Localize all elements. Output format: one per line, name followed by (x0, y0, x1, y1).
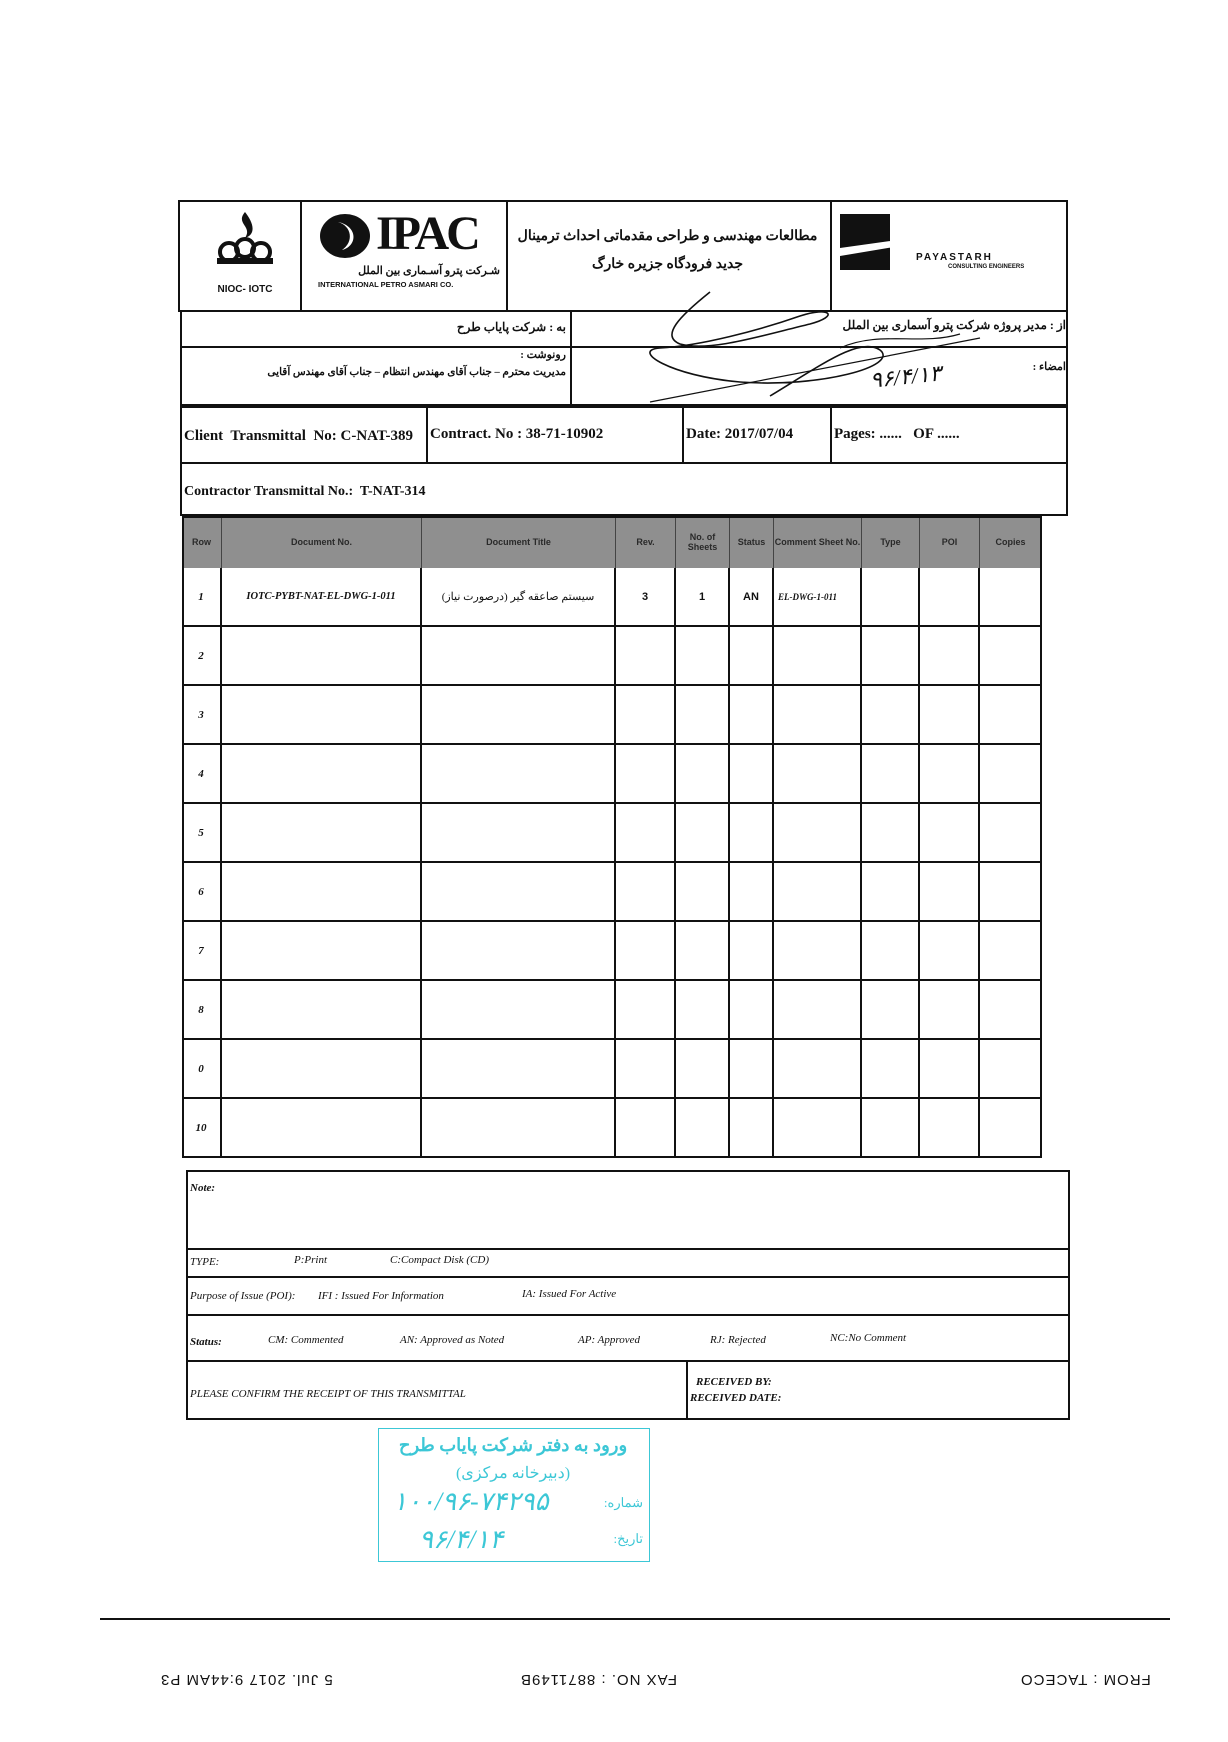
poi-label: Purpose of Issue (POI): (190, 1290, 296, 1302)
table-row (182, 981, 1042, 1040)
cell-row: 3 (182, 686, 222, 743)
status-an: AN: Approved as Noted (400, 1334, 505, 1346)
type-label: TYPE: (190, 1256, 220, 1268)
stamp-number-value: ۱۰۰/۹۶-۷۴۲۹۵ (393, 1487, 549, 1516)
cell-comment: EL-DWG-1-011 (774, 568, 862, 625)
table-row (182, 745, 1042, 804)
cell-copies (980, 627, 1042, 684)
cell-type (862, 686, 920, 743)
cell-row: 2 (182, 627, 222, 684)
cell-sheets (676, 686, 730, 743)
received-by: RECEIVED BY: (696, 1376, 772, 1388)
type-print: P:Print (294, 1254, 327, 1266)
cell-title (422, 1099, 616, 1156)
column-header-status: Status (730, 516, 774, 568)
cell-status (730, 686, 774, 743)
cell-title: سیستم صاعقه گیر (درصورت نیاز) (422, 568, 616, 625)
stamp-line2: (دبیرخانه مرکزی) (455, 1465, 571, 1482)
fax-from: FROM : TACECO (1020, 1671, 1151, 1688)
cell-doc-no (222, 863, 422, 920)
cell-copies (980, 686, 1042, 743)
cell-status (730, 922, 774, 979)
cell-poi (920, 627, 980, 684)
payastarh-sub: CONSULTING ENGINEERS (948, 264, 1025, 270)
cell-sheets (676, 745, 730, 802)
table-row (182, 804, 1042, 863)
ipac-drop-icon (318, 212, 372, 260)
cc-label: رونوشت : (520, 349, 566, 361)
cell-poi (920, 863, 980, 920)
cell-poi (920, 568, 980, 625)
table-row (182, 863, 1042, 922)
cell-doc-no (222, 1040, 422, 1097)
ipac-name-en: INTERNATIONAL PETRO ASMARI CO. (318, 280, 454, 289)
cell-type (862, 804, 920, 861)
cell-doc-no (222, 745, 422, 802)
cell-row: 8 (182, 981, 222, 1038)
cell-copies (980, 804, 1042, 861)
cell-doc-no (222, 922, 422, 979)
pages-count: Pages: ...... OF ...... (834, 426, 960, 442)
documents-table (182, 516, 1068, 1160)
cc-text: مدیریت محترم – جناب آقای مهندس انتظام – جناب آقای مهندس آقایی (267, 367, 566, 378)
cell-title (422, 627, 616, 684)
fax-number: FAX NO. : 8871149B (520, 1671, 677, 1688)
cell-rev (616, 981, 676, 1038)
cell-sheets (676, 1040, 730, 1097)
cell-doc-no (222, 1099, 422, 1156)
cell-rev: 3 (616, 568, 676, 625)
cell-title (422, 981, 616, 1038)
cell-type (862, 922, 920, 979)
cell-status (730, 863, 774, 920)
cell-comment (774, 922, 862, 979)
status-label: Status: (190, 1336, 222, 1348)
receipt-stamp (378, 1428, 650, 1562)
cell-sheets: 1 (676, 568, 730, 625)
received-date: RECEIVED DATE: (690, 1392, 782, 1404)
cell-title (422, 745, 616, 802)
confirm-receipt: PLEASE CONFIRM THE RECEIPT OF THIS TRANSMITTAL (190, 1388, 466, 1400)
cell-row: 7 (182, 922, 222, 979)
cell-rev (616, 922, 676, 979)
table-row (182, 568, 1042, 627)
cell-poi (920, 686, 980, 743)
nioc-logo-label: NIOC- IOTC (217, 284, 273, 295)
cell-type (862, 863, 920, 920)
cell-comment (774, 1040, 862, 1097)
cell-type (862, 568, 920, 625)
ipac-name-fa: شـرکت پترو آسـماری بین الملل (358, 265, 500, 277)
project-title-line1: مطالعات مهندسی و طراحی مقدماتی احداث ترمینال (517, 229, 818, 244)
cell-title (422, 804, 616, 861)
cell-sheets (676, 922, 730, 979)
contractor-transmittal-no: Contractor Transmittal No.: T-NAT-314 (184, 484, 426, 499)
cell-comment (774, 1099, 862, 1156)
cell-doc-no (222, 686, 422, 743)
cell-type (862, 627, 920, 684)
cell-comment (774, 686, 862, 743)
cell-comment (774, 981, 862, 1038)
cell-title (422, 863, 616, 920)
cell-title (422, 686, 616, 743)
cell-type (862, 745, 920, 802)
column-header-row: Row (182, 516, 222, 568)
stamp-number-label: شماره: (603, 1495, 643, 1510)
cell-sheets (676, 863, 730, 920)
cell-row: 1 (182, 568, 222, 625)
signature-label: امضاء : (1032, 361, 1066, 373)
cell-status (730, 627, 774, 684)
handwritten-signature (640, 286, 1020, 406)
cell-copies (980, 568, 1042, 625)
cell-sheets (676, 627, 730, 684)
column-header-comment: Comment Sheet No. (774, 516, 862, 568)
cell-rev (616, 1099, 676, 1156)
table-row (182, 627, 1042, 686)
cell-comment (774, 804, 862, 861)
column-header-sheets: No. of Sheets (676, 516, 730, 568)
cell-rev (616, 627, 676, 684)
stamp-date-value: ۹۶/۴/۱۴ (419, 1525, 504, 1554)
cell-copies (980, 863, 1042, 920)
cell-row: 6 (182, 863, 222, 920)
cell-copies (980, 922, 1042, 979)
cell-status (730, 804, 774, 861)
cell-poi (920, 745, 980, 802)
column-header-type: Type (862, 516, 920, 568)
cell-poi (920, 981, 980, 1038)
cell-row: 4 (182, 745, 222, 802)
cell-poi (920, 1040, 980, 1097)
to-label: به : شرکت پایاب طرح (456, 320, 566, 334)
stamp-date-label: تاریخ: (613, 1531, 643, 1546)
fax-footer (100, 1664, 1170, 1694)
table-row (182, 1040, 1042, 1099)
cell-status (730, 1040, 774, 1097)
column-header-doc-no: Document No. (222, 516, 422, 568)
cell-row: 5 (182, 804, 222, 861)
note-label: Note: (190, 1182, 216, 1194)
cell-type (862, 1099, 920, 1156)
cell-type (862, 981, 920, 1038)
cell-status (730, 1099, 774, 1156)
type-cd: C:Compact Disk (CD) (390, 1254, 489, 1266)
cell-doc-no (222, 627, 422, 684)
poi-ifi: IFI : Issued For Information (318, 1290, 444, 1302)
cell-sheets (676, 1099, 730, 1156)
payastarh-name: PAYASTARH (916, 252, 993, 263)
transmittal-date: Date: 2017/07/04 (686, 426, 794, 442)
column-header-poi: POI (920, 516, 980, 568)
cell-doc-no: IOTC-PYBT-NAT-EL-DWG-1-011 (222, 568, 422, 625)
contract-no: Contract. No : 38-71-10902 (430, 426, 604, 442)
table-row (182, 922, 1042, 981)
cell-poi (920, 922, 980, 979)
footer-rule (100, 1618, 1170, 1620)
table-row (182, 686, 1042, 745)
cell-title (422, 1040, 616, 1097)
cell-copies (980, 745, 1042, 802)
status-ap: AP: Approved (578, 1334, 641, 1346)
cell-rev (616, 1040, 676, 1097)
cell-sheets (676, 804, 730, 861)
cell-rev (616, 745, 676, 802)
cell-copies (980, 1040, 1042, 1097)
status-nc: NC:No Comment (830, 1332, 907, 1344)
column-header-rev: Rev. (616, 516, 676, 568)
cell-copies (980, 1099, 1042, 1156)
cell-type (862, 1040, 920, 1097)
handwritten-date: ۹۶/۴/۱۳ (868, 360, 943, 393)
cell-comment (774, 863, 862, 920)
cell-copies (980, 981, 1042, 1038)
table-row (182, 1099, 1042, 1158)
cell-row: 0 (182, 1040, 222, 1097)
column-header-title: Document Title (422, 516, 616, 568)
client-transmittal-no: Client Transmittal No: C-NAT-389 (184, 428, 414, 444)
cell-rev (616, 804, 676, 861)
cell-status (730, 981, 774, 1038)
status-cm: CM: Commented (268, 1334, 344, 1346)
status-rj: RJ: Rejected (710, 1334, 766, 1346)
cell-poi (920, 804, 980, 861)
cell-doc-no (222, 981, 422, 1038)
cell-sheets (676, 981, 730, 1038)
cell-rev (616, 863, 676, 920)
cell-doc-no (222, 804, 422, 861)
poi-ia: IA: Issued For Active (522, 1288, 617, 1300)
cell-comment (774, 745, 862, 802)
cell-comment (774, 627, 862, 684)
column-header-copies: Copies (980, 516, 1042, 568)
nioc-logo (205, 208, 285, 272)
cell-row: 10 (182, 1099, 222, 1156)
ipac-logo-text: IPAC (376, 207, 478, 260)
stamp-line1: ورود به دفتر شرکت پایاب طرح (398, 1435, 628, 1455)
from-label: از : مدیر پروژه شرکت پترو آسماری بین الملل (842, 318, 1066, 332)
project-title-line2: جدید فرودگاه جزیره خارگ (592, 257, 743, 272)
cell-status (730, 745, 774, 802)
payastarh-logo-icon (840, 214, 912, 270)
cell-rev (616, 686, 676, 743)
cell-poi (920, 1099, 980, 1156)
cell-status: AN (730, 568, 774, 625)
fax-datetime: 5 Jul. 2017 9:44AM P3 (160, 1671, 333, 1688)
cell-title (422, 922, 616, 979)
